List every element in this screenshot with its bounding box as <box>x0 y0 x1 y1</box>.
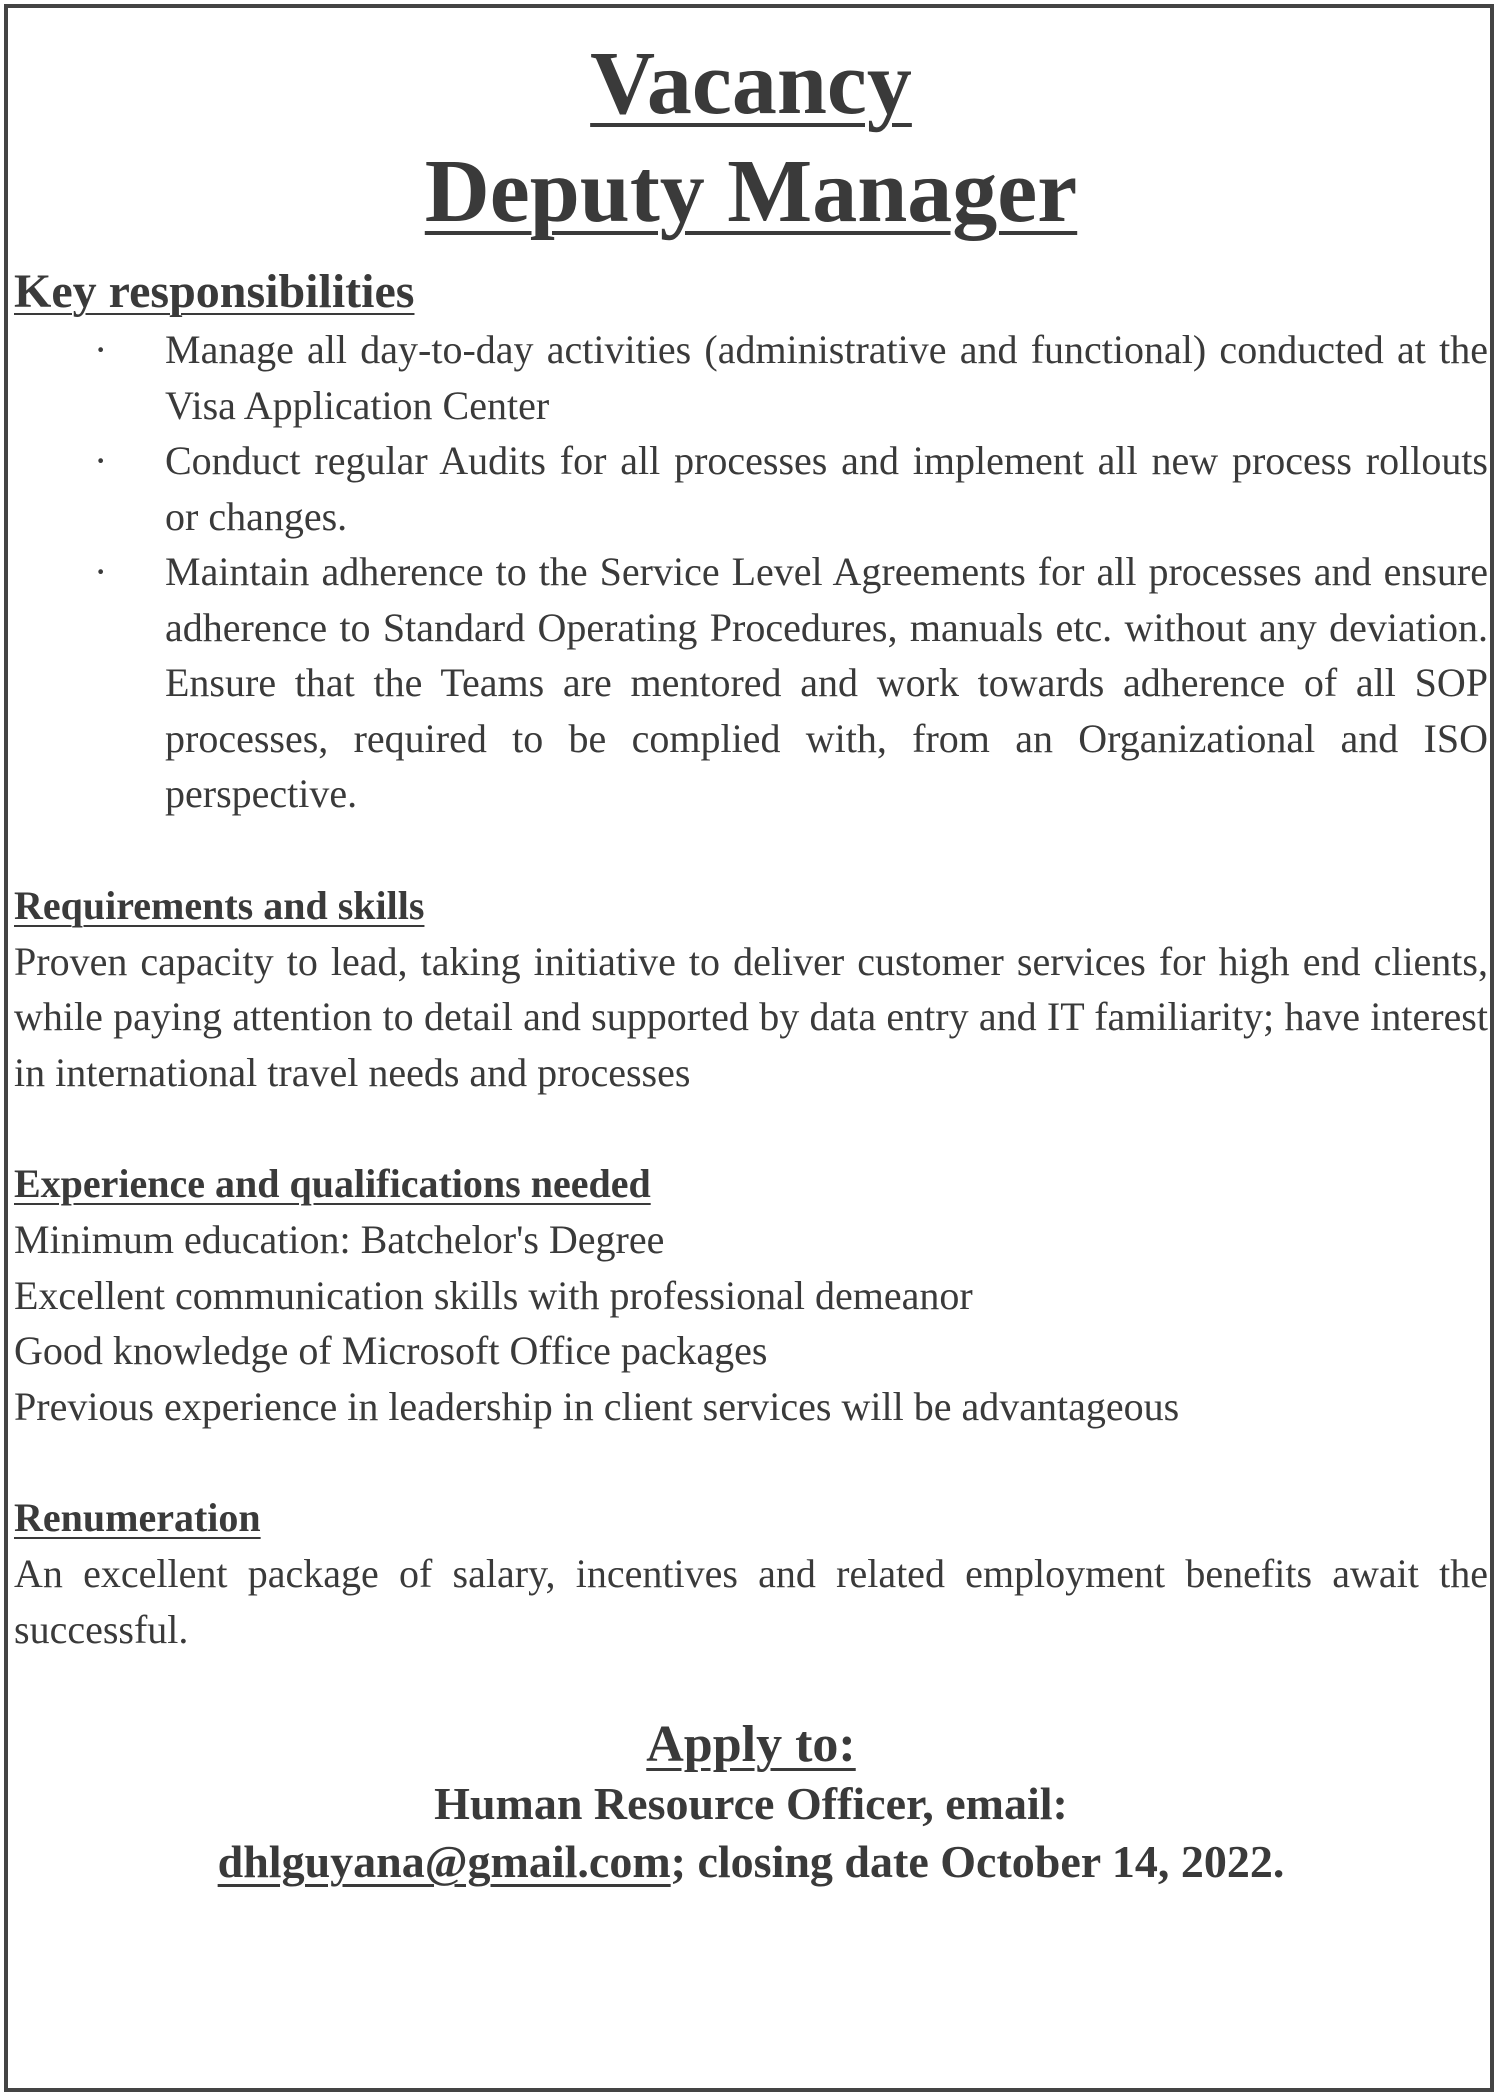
heading-key-responsibilities: Key responsibilities <box>14 265 415 318</box>
experience-line: Previous experience in leadership in client services will be advantageous <box>14 1383 1180 1429</box>
requirements-text: Proven capacity to lead, taking initiative to deliver customer services for high end clients, while paying attention to detail and supported by data entry and IT familiarity; have interest in international travel needs and processes <box>14 938 1488 1095</box>
responsibility-text: Maintain adherence to the Service Level Agreements for all processes and ensure adherence to Standard Operating Procedures, manuals etc. without any deviation. Ensure that the Teams are mentored and work towards adherence of all SOP processes, required to be complied with, from an Organizational and ISO perspective. <box>165 549 1488 816</box>
email-link[interactable]: dhlguyana@gmail.com <box>217 1836 671 1887</box>
list-item <box>14 544 1488 822</box>
responsibilities-list <box>14 322 1488 822</box>
list-item <box>14 322 1488 433</box>
heading-renumeration: Renumeration <box>14 1495 261 1540</box>
experience-line: Minimum education: Batchelor's Degree <box>14 1217 665 1262</box>
vacancy-notice <box>14 30 1488 1891</box>
spacer <box>14 1434 1488 1490</box>
spacer <box>14 1100 1488 1156</box>
bullet-icon: · <box>94 438 108 483</box>
responsibility-text: Manage all day-to-day activities (administrative and functional) conducted at the Visa Application Center <box>165 327 1488 428</box>
apply-heading: Apply to: <box>646 1716 856 1773</box>
renumeration-text: An excellent package of salary, incentives and related employment benefits await the successful. <box>14 1551 1488 1652</box>
experience-line: Excellent communication skills with professional demeanor <box>14 1272 973 1318</box>
heading-requirements: Requirements and skills <box>14 882 425 928</box>
title-vacancy: Vacancy <box>590 34 912 133</box>
experience-line: Good knowledge of Microsoft Office packages <box>14 1328 768 1373</box>
heading-experience: Experience and qualifications needed <box>14 1161 651 1206</box>
apply-contact: Human Resource Officer, email: <box>434 1778 1068 1829</box>
spacer <box>14 1657 1488 1715</box>
bullet-icon: · <box>94 549 108 594</box>
list-item <box>14 433 1488 544</box>
apply-email-line <box>14 1833 1488 1891</box>
title-position: Deputy Manager <box>424 142 1078 241</box>
closing-date: ; closing date October 14, 2022. <box>670 1836 1285 1887</box>
bullet-icon: · <box>94 327 108 372</box>
spacer <box>14 822 1488 878</box>
responsibility-text: Conduct regular Audits for all processes and implement all new process rollouts or changes. <box>165 438 1488 539</box>
